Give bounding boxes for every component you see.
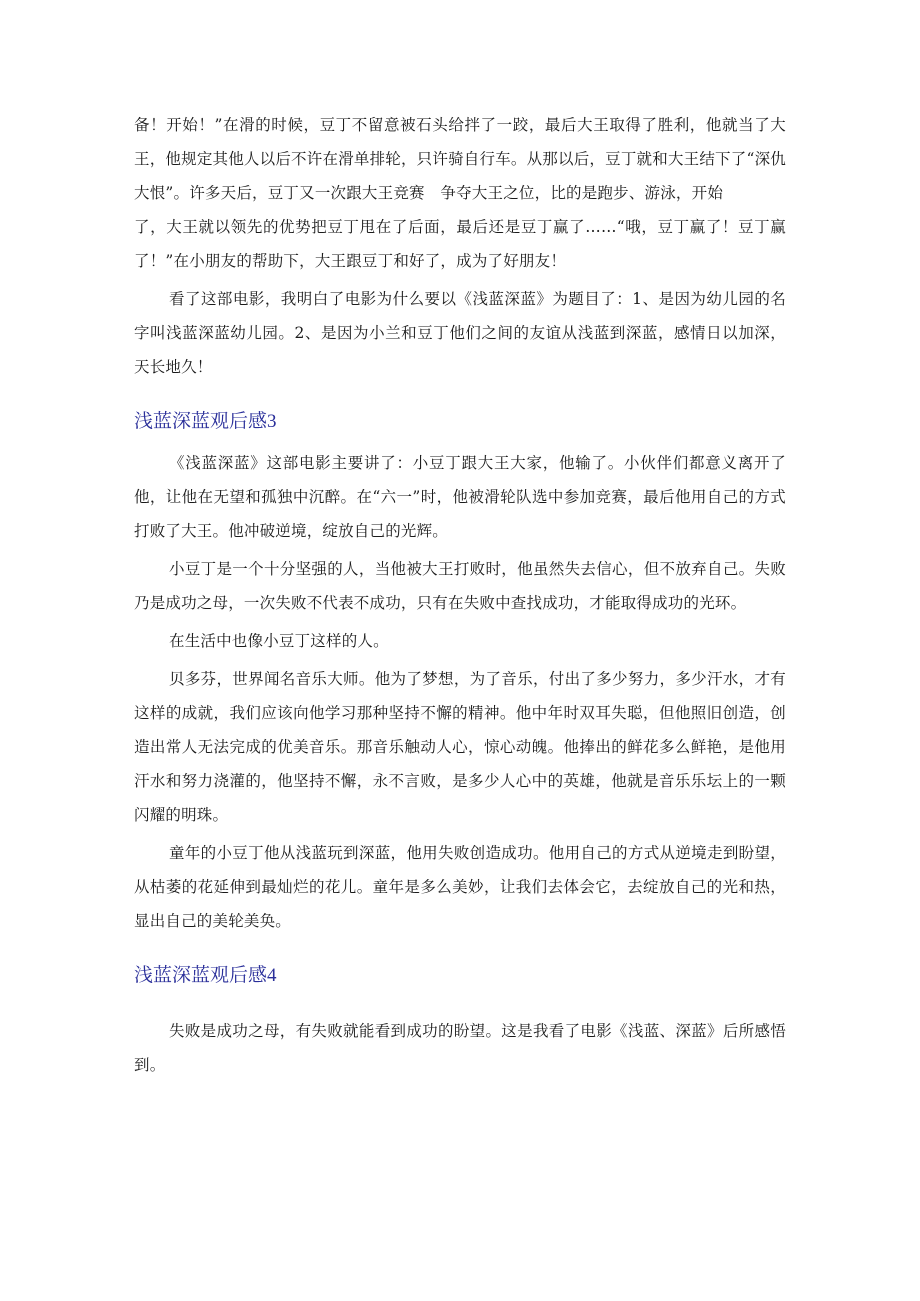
section-heading-4: 浅蓝深蓝观后感4 xyxy=(134,965,277,986)
paragraph-movie-summary: 《浅蓝深蓝》这部电影主要讲了：小豆丁跟大王大家，他输了。小伙伴们都意义离开了他，让他在无望和孤独中沉醉。在“六一”时，他被滑轮队选中参加竞赛，最后他用自己的方式打败了大王。他冲破逆境，绽放自己的光辉。 xyxy=(134,454,786,540)
section-heading-3: 浅蓝深蓝观后感3 xyxy=(134,411,277,432)
document-content xyxy=(134,108,786,1082)
paragraph-similar-people: 在生活中也像小豆丁这样的人。 xyxy=(169,632,389,650)
paragraph-race-result: 了，大王就以领先的优势把豆丁甩在了后面，最后还是豆丁赢了……“哦，豆丁赢了！豆丁赢了！”在小朋友的帮助下，大王跟豆丁和好了，成为了好朋友！ xyxy=(134,218,786,270)
paragraph-failure-success: 失败是成功之母，有失败就能看到成功的盼望。这是我看了电影《浅蓝、深蓝》后所感悟到。 xyxy=(134,1022,786,1074)
paragraph-title-meaning: 看了这部电影，我明白了电影为什么要以《浅蓝深蓝》为题目了：1、是因为幼儿园的名字叫浅蓝深蓝幼儿园。2、是因为小兰和豆丁他们之间的友谊从浅蓝到深蓝，感情日以加深，天长地久！ xyxy=(134,290,786,376)
paragraph-childhood: 童年的小豆丁他从浅蓝玩到深蓝，他用失败创造成功。他用自己的方式从逆境走到盼望，从枯萎的花延伸到最灿烂的花儿。童年是多么美妙，让我们去体会它，去绽放自己的光和热，显出自己的美轮美奂。 xyxy=(134,844,786,930)
paragraph-beethoven: 贝多芬，世界闻名音乐大师。他为了梦想，为了音乐，付出了多少努力，多少汗水，才有这样的成就，我们应该向他学习那种坚持不懈的精神。他中年时双耳失聪，但他照旧创造，创造出常人无法完成的优美音乐。那音乐触动人心，惊心动魄。他捧出的鲜花多么鲜艳，是他用汗水和努力浇灌的，他坚持不懈，永不言败，是多少人心中的英雄，他就是音乐乐坛上的一颗闪耀的明珠。 xyxy=(134,670,786,824)
paragraph-doudin-strong: 小豆丁是一个十分坚强的人，当他被大王打败时，他虽然失去信心，但不放弃自己。失败乃是成功之母，一次失败不代表不成功，只有在失败中查找成功，才能取得成功的光环。 xyxy=(134,560,786,612)
paragraph-race-story: 备！开始！”在滑的时候，豆丁不留意被石头给拌了一跤，最后大王取得了胜利，他就当了大王，他规定其他人以后不许在滑单排轮，只许骑自行车。从那以后，豆丁就和大王结下了“深仇大恨”。许多天后，豆丁又一次跟大王竞赛 争夺大王之位，比的是跑步、游泳，开始 xyxy=(134,116,786,202)
